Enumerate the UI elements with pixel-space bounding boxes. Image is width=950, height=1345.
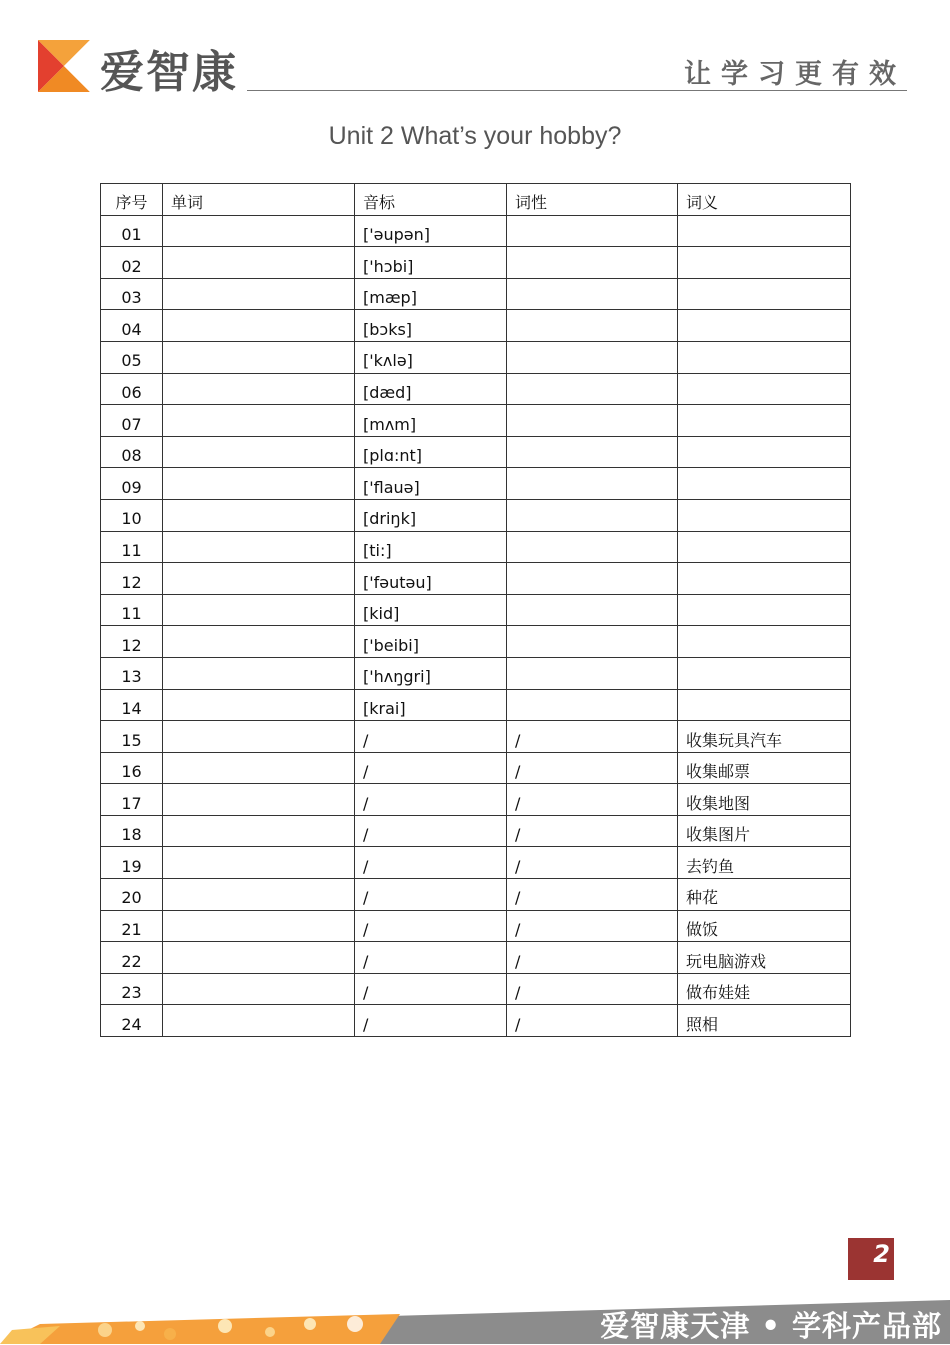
table-cell bbox=[678, 499, 851, 531]
word-answer-cell[interactable] bbox=[163, 689, 355, 721]
page-number-badge: 2 bbox=[848, 1238, 894, 1280]
table-cell bbox=[507, 594, 678, 626]
table-cell: 收集图片 bbox=[678, 815, 851, 847]
word-answer-cell[interactable] bbox=[163, 531, 355, 563]
slogan: 让学习更有效 bbox=[684, 59, 906, 90]
table-cell bbox=[678, 405, 851, 437]
table-cell: 07 bbox=[101, 405, 163, 437]
table-cell: 收集邮票 bbox=[678, 752, 851, 784]
column-header: 序号 bbox=[101, 184, 163, 216]
table-cell bbox=[507, 247, 678, 279]
table-cell bbox=[678, 215, 851, 247]
table-cell bbox=[507, 310, 678, 342]
table-cell bbox=[507, 468, 678, 500]
word-answer-cell[interactable] bbox=[163, 942, 355, 974]
table-row bbox=[101, 626, 851, 658]
table-cell: 18 bbox=[101, 815, 163, 847]
table-row bbox=[101, 689, 851, 721]
table-cell: 收集地图 bbox=[678, 784, 851, 816]
table-cell: 照相 bbox=[678, 1005, 851, 1037]
table-cell: [driŋk] bbox=[355, 499, 507, 531]
table-row bbox=[101, 373, 851, 405]
brand-name: 爱智康 bbox=[100, 47, 238, 98]
column-header: 音标 bbox=[355, 184, 507, 216]
word-answer-cell[interactable] bbox=[163, 657, 355, 689]
table-cell: / bbox=[507, 752, 678, 784]
table-cell bbox=[678, 278, 851, 310]
table-cell: / bbox=[507, 815, 678, 847]
table-cell: 02 bbox=[101, 247, 163, 279]
word-answer-cell[interactable] bbox=[163, 563, 355, 595]
table-cell: 23 bbox=[101, 973, 163, 1005]
table-body bbox=[101, 215, 851, 1036]
column-header: 单词 bbox=[163, 184, 355, 216]
table-cell: 13 bbox=[101, 657, 163, 689]
table-row bbox=[101, 215, 851, 247]
table-cell: / bbox=[355, 910, 507, 942]
table-cell bbox=[507, 436, 678, 468]
word-answer-cell[interactable] bbox=[163, 247, 355, 279]
table-row bbox=[101, 247, 851, 279]
table-cell: 12 bbox=[101, 563, 163, 595]
word-answer-cell[interactable] bbox=[163, 594, 355, 626]
table-cell bbox=[507, 341, 678, 373]
table-cell bbox=[678, 310, 851, 342]
table-cell bbox=[678, 531, 851, 563]
word-answer-cell[interactable] bbox=[163, 784, 355, 816]
table-cell bbox=[678, 594, 851, 626]
table-row bbox=[101, 910, 851, 942]
table-cell: [kid] bbox=[355, 594, 507, 626]
word-answer-cell[interactable] bbox=[163, 721, 355, 753]
header-divider bbox=[247, 90, 907, 91]
table-cell: 04 bbox=[101, 310, 163, 342]
table-cell: 10 bbox=[101, 499, 163, 531]
table-cell bbox=[507, 531, 678, 563]
table-cell: ['flauə] bbox=[355, 468, 507, 500]
table-cell bbox=[678, 626, 851, 658]
word-answer-cell[interactable] bbox=[163, 341, 355, 373]
table-row bbox=[101, 310, 851, 342]
footer-text: 爱智康天津 • 学科产品部 bbox=[600, 1309, 942, 1343]
table-cell: 08 bbox=[101, 436, 163, 468]
table-header-row bbox=[101, 184, 851, 216]
table-cell bbox=[507, 373, 678, 405]
table-cell: / bbox=[507, 942, 678, 974]
table-cell: 20 bbox=[101, 879, 163, 911]
table-row bbox=[101, 499, 851, 531]
table-cell: / bbox=[355, 879, 507, 911]
table-cell: [mʌm] bbox=[355, 405, 507, 437]
word-answer-cell[interactable] bbox=[163, 436, 355, 468]
table-cell bbox=[507, 499, 678, 531]
table-cell: 11 bbox=[101, 531, 163, 563]
word-answer-cell[interactable] bbox=[163, 499, 355, 531]
table-row bbox=[101, 594, 851, 626]
table-cell: ['əupən] bbox=[355, 215, 507, 247]
table-cell: 12 bbox=[101, 626, 163, 658]
table-cell: ['hʌŋgri] bbox=[355, 657, 507, 689]
table-cell: 做饭 bbox=[678, 910, 851, 942]
table-row bbox=[101, 847, 851, 879]
word-answer-cell[interactable] bbox=[163, 815, 355, 847]
table-cell: 去钓鱼 bbox=[678, 847, 851, 879]
table-row bbox=[101, 563, 851, 595]
table-cell: 21 bbox=[101, 910, 163, 942]
table-cell: ['fəutəu] bbox=[355, 563, 507, 595]
table-row bbox=[101, 531, 851, 563]
table-cell: / bbox=[355, 847, 507, 879]
table-cell: 做布娃娃 bbox=[678, 973, 851, 1005]
vocabulary-table bbox=[100, 183, 851, 1037]
table-row bbox=[101, 405, 851, 437]
brand-logo-icon bbox=[38, 40, 90, 92]
table-row bbox=[101, 1005, 851, 1037]
table-cell: / bbox=[507, 721, 678, 753]
table-row bbox=[101, 879, 851, 911]
table-cell: [mæp] bbox=[355, 278, 507, 310]
table-cell bbox=[507, 626, 678, 658]
word-answer-cell[interactable] bbox=[163, 468, 355, 500]
table-cell: 06 bbox=[101, 373, 163, 405]
table-cell: 17 bbox=[101, 784, 163, 816]
table-cell: 19 bbox=[101, 847, 163, 879]
table-cell: [plɑ:nt] bbox=[355, 436, 507, 468]
table-row bbox=[101, 657, 851, 689]
table-cell: / bbox=[355, 721, 507, 753]
table-cell bbox=[507, 563, 678, 595]
word-answer-cell[interactable] bbox=[163, 278, 355, 310]
table-cell: 玩电脑游戏 bbox=[678, 942, 851, 974]
table-row bbox=[101, 752, 851, 784]
table-cell: 收集玩具汽车 bbox=[678, 721, 851, 753]
table-row bbox=[101, 468, 851, 500]
word-answer-cell[interactable] bbox=[163, 373, 355, 405]
word-answer-cell[interactable] bbox=[163, 879, 355, 911]
word-answer-cell[interactable] bbox=[163, 215, 355, 247]
table-cell: 14 bbox=[101, 689, 163, 721]
table-cell bbox=[678, 341, 851, 373]
table-cell bbox=[678, 468, 851, 500]
word-answer-cell[interactable] bbox=[163, 1005, 355, 1037]
table-cell: / bbox=[507, 910, 678, 942]
table-cell: [ti:] bbox=[355, 531, 507, 563]
word-answer-cell[interactable] bbox=[163, 973, 355, 1005]
column-header: 词性 bbox=[507, 184, 678, 216]
table-cell: 09 bbox=[101, 468, 163, 500]
table-cell: / bbox=[355, 752, 507, 784]
table-cell bbox=[507, 689, 678, 721]
table-cell: [krai] bbox=[355, 689, 507, 721]
column-header: 词义 bbox=[678, 184, 851, 216]
table-cell bbox=[678, 436, 851, 468]
table-cell: / bbox=[355, 973, 507, 1005]
table-cell bbox=[678, 247, 851, 279]
table-cell: 01 bbox=[101, 215, 163, 247]
table-cell: 15 bbox=[101, 721, 163, 753]
word-answer-cell[interactable] bbox=[163, 847, 355, 879]
table-row bbox=[101, 784, 851, 816]
table-cell bbox=[507, 405, 678, 437]
table-cell: [dæd] bbox=[355, 373, 507, 405]
table-cell: [bɔks] bbox=[355, 310, 507, 342]
table-row bbox=[101, 942, 851, 974]
table-cell bbox=[507, 215, 678, 247]
table-cell: / bbox=[507, 784, 678, 816]
table-cell: 种花 bbox=[678, 879, 851, 911]
table-cell: 11 bbox=[101, 594, 163, 626]
table-cell: 16 bbox=[101, 752, 163, 784]
word-answer-cell[interactable] bbox=[163, 626, 355, 658]
table-cell: 24 bbox=[101, 1005, 163, 1037]
word-answer-cell[interactable] bbox=[163, 752, 355, 784]
table-row bbox=[101, 721, 851, 753]
table-row bbox=[101, 815, 851, 847]
table-cell: / bbox=[355, 815, 507, 847]
table-cell bbox=[678, 373, 851, 405]
table-cell: / bbox=[355, 1005, 507, 1037]
table-cell bbox=[678, 689, 851, 721]
word-answer-cell[interactable] bbox=[163, 310, 355, 342]
table-cell: 03 bbox=[101, 278, 163, 310]
table-cell: / bbox=[507, 847, 678, 879]
word-answer-cell[interactable] bbox=[163, 910, 355, 942]
table-row bbox=[101, 278, 851, 310]
table-cell: ['kʌlə] bbox=[355, 341, 507, 373]
table-cell: 05 bbox=[101, 341, 163, 373]
word-answer-cell[interactable] bbox=[163, 405, 355, 437]
table-cell bbox=[678, 563, 851, 595]
table-row bbox=[101, 436, 851, 468]
table-cell: ['beibi] bbox=[355, 626, 507, 658]
table-cell bbox=[507, 657, 678, 689]
table-cell: / bbox=[507, 973, 678, 1005]
table-cell: / bbox=[355, 784, 507, 816]
table-cell bbox=[507, 278, 678, 310]
table-cell bbox=[678, 657, 851, 689]
table-cell: ['hɔbi] bbox=[355, 247, 507, 279]
table-row bbox=[101, 341, 851, 373]
table-cell: 22 bbox=[101, 942, 163, 974]
table-cell: / bbox=[507, 1005, 678, 1037]
page-title: Unit 2 What’s your hobby? bbox=[328, 122, 622, 150]
table-cell: / bbox=[355, 942, 507, 974]
table-cell: / bbox=[507, 879, 678, 911]
table-row bbox=[101, 973, 851, 1005]
